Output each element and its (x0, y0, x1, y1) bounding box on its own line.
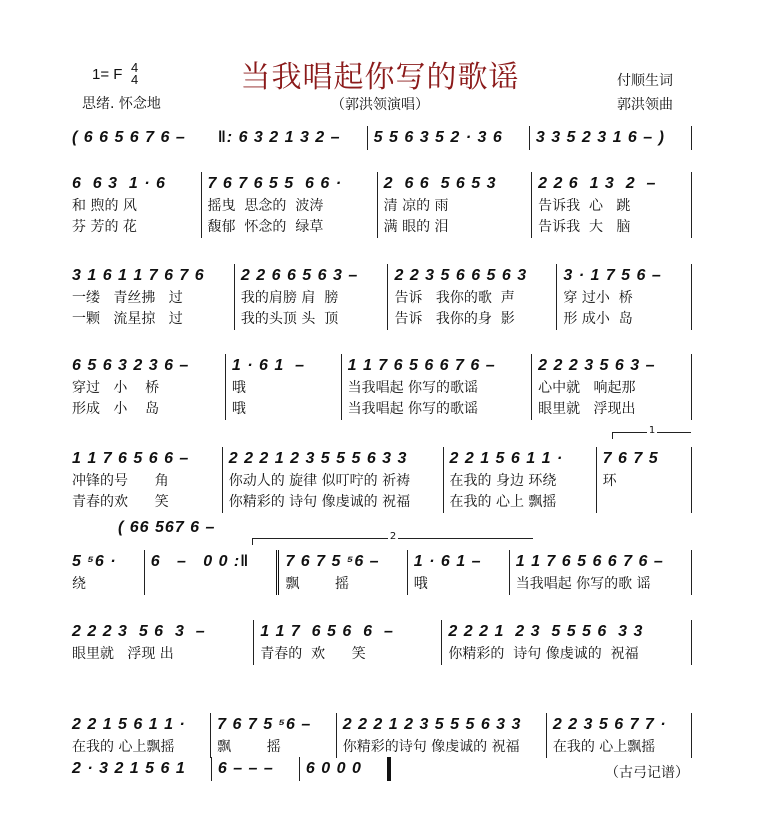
measure-notes: 2 2 2 3 5 6 3 – (538, 357, 656, 374)
lyric-line: 在我的 心上飘摇 (552, 739, 656, 755)
lyric-line: 和 煦的 风 (72, 198, 137, 214)
measure (145, 550, 280, 595)
measure (510, 550, 692, 595)
notation-credit: （古弓记谱） (605, 765, 689, 781)
measure (66, 172, 202, 238)
measure (597, 447, 692, 513)
measure (408, 550, 510, 595)
key-signature: 1= F (92, 66, 123, 83)
measure-notes: 2 2 2 1 2 3 5 5 5 6 3 3 (448, 623, 644, 640)
measure-notes: 1 1 7 6 5 6 6 7 6 – (515, 553, 664, 570)
lyric-line: 告诉 我你的歌 声 (394, 290, 515, 306)
time-bottom: 4 (131, 72, 139, 87)
lyric-line: 哦 (231, 401, 246, 417)
measure-notes: 6 – 0 0 :‖ (150, 553, 250, 570)
measure-notes: 7 6 7 5 ⁵6 – (285, 553, 380, 570)
singer-credit: （郭洪领演唱） (331, 97, 429, 113)
measure (300, 757, 391, 781)
measure (378, 172, 532, 238)
measure-notes: 2 2 2 1 2 3 5 5 5 6 3 3 (342, 716, 522, 733)
lyric-line: 穿 过小 桥 (563, 290, 633, 306)
lyric-line: 眼里就 浮现出 (538, 401, 636, 417)
lyric-line: 飘 摇 (285, 576, 350, 592)
measure-notes: 6 5 6 3 2 3 6 – (72, 357, 190, 374)
measure (532, 354, 692, 420)
measure-notes: 7 6 7 5 ⁵6 – (217, 716, 312, 733)
measure (212, 757, 300, 781)
measure-notes: 3 3 5 2 3 1 6 – ) (535, 129, 665, 146)
lyric-line: 飘 摇 (217, 739, 281, 755)
measure (66, 264, 235, 330)
lyric-line: 青春的 欢 笑 (260, 646, 366, 662)
measure-notes: 1 1 7 6 5 6 6 7 6 – (347, 357, 496, 374)
lyric-line: 哦 (231, 380, 246, 396)
measure (337, 713, 547, 758)
measure-notes: 1 · 6 1 – (231, 357, 306, 374)
lyric-line: 在我的 心上飘摇 (72, 739, 175, 755)
lyric-line: 心中就 响起那 (538, 380, 636, 396)
measure-notes: 2 2 3 5 6 7 7 · (552, 716, 667, 733)
lyric-line: 青春的欢 笑 (72, 494, 169, 510)
lyric-line: 冲锋的号 角 (72, 473, 169, 489)
measure-notes: 7 6 7 5 (602, 450, 659, 467)
lyric-line: 一缕 青丝拂 过 (72, 290, 183, 306)
measure-notes: 1 · 6 1 – (413, 553, 482, 570)
tempo-marking: 思绪. 怀念地 (82, 96, 161, 112)
measure (223, 447, 444, 513)
measure (235, 264, 389, 330)
lyric-line: 你精彩的 诗句 像虔诚的 祝福 (448, 646, 639, 662)
measure (66, 713, 211, 758)
lyric-line: 摇曳 思念的 波涛 (207, 198, 324, 214)
measure (66, 447, 223, 513)
measure-notes: ‖: 6 3 2 1 3 2 – (217, 129, 341, 146)
lyric-line (151, 574, 271, 595)
lyricist-credit: 付顺生词 (617, 73, 673, 89)
measure (211, 713, 337, 758)
score-system (66, 354, 692, 420)
score-system (66, 172, 692, 238)
measure-notes: 3 · 1 7 5 6 – (563, 267, 662, 284)
measure-notes: 2 · 3 2 1 5 6 1 (72, 760, 186, 777)
measure-notes: 2 2 2 1 2 3 5 5 5 6 3 3 (228, 450, 408, 467)
measure-notes: 6 – – – (217, 760, 274, 777)
measure (66, 126, 212, 150)
score-system (66, 757, 391, 781)
measure (547, 713, 692, 758)
lyric-line: 告诉 我你的身 影 (394, 311, 515, 327)
score-system (66, 550, 692, 595)
measure (254, 620, 442, 665)
score-system (66, 713, 692, 758)
score-system (66, 126, 692, 150)
lyric-line: 满 眼的 泪 (383, 219, 449, 235)
measure (66, 354, 226, 420)
measure (530, 126, 692, 150)
lyric-line: 一颗 流星掠 过 (72, 311, 183, 327)
measure-notes: 3 1 6 1 1 7 6 7 6 (72, 267, 205, 284)
lyric-line: 你动人的 旋律 似叮咛的 祈祷 (228, 473, 411, 489)
lyric-line: 当我唱起 你写的歌谣 (347, 380, 479, 396)
lyric-line: 眼里就 浮现 出 (72, 646, 174, 662)
time-top: 4 (131, 60, 139, 75)
measure (557, 264, 692, 330)
measure (66, 620, 254, 665)
lyric-line: 在我的 心上 飘摇 (449, 494, 557, 510)
measure (212, 126, 368, 150)
measure (226, 354, 342, 420)
measure (66, 550, 145, 595)
lyric-line: 我的头顶 头 顶 (240, 311, 339, 327)
lyric-line: 芬 芳的 花 (72, 219, 137, 235)
score-system (66, 264, 692, 330)
measure-notes: 2 6 6 5 6 5 3 (383, 175, 497, 192)
measure-notes: ( 6 6 5 6 7 6 – (72, 129, 186, 146)
measure-notes: 2 2 6 6 5 6 3 – (240, 267, 359, 284)
measure-notes: 5 5 6 3 5 2 · 3 6 (373, 129, 503, 146)
measure (342, 354, 533, 420)
measure-notes: 1 1 7 6 5 6 6 – (260, 623, 394, 640)
measure-notes: 5 ⁵6 · (72, 553, 117, 570)
time-signature (131, 62, 138, 86)
measure (368, 126, 530, 150)
song-title: 当我唱起你写的歌谣 (240, 60, 520, 95)
measure (279, 550, 407, 595)
lyric-line: 绕 (72, 576, 86, 592)
lyric-line: 你精彩的诗句 像虔诚的 祝福 (342, 739, 520, 755)
score-system (66, 447, 692, 513)
lyric-line: 形 成小 岛 (563, 311, 633, 327)
lyric-line: 形成 小 岛 (72, 401, 160, 417)
measure-notes: 2 2 3 5 6 6 5 6 3 (394, 267, 528, 284)
volta-second: 2 (252, 538, 533, 545)
measure (66, 757, 212, 781)
lyric-line: 告诉我 大 脑 (538, 219, 631, 235)
measure (202, 172, 378, 238)
lyric-line: 穿过 小 桥 (72, 380, 160, 396)
measure (388, 264, 557, 330)
lyric-line: 清 凉的 雨 (383, 198, 449, 214)
measure-notes: 2 2 1 5 6 1 1 · (72, 716, 186, 733)
lyric-line: 哦 (413, 576, 428, 592)
measure-notes: 1 1 7 6 5 6 6 – (72, 450, 190, 467)
measure-notes: 2 2 6 1 3 2 – (538, 175, 657, 192)
measure-notes: 2 2 1 5 6 1 1 · (449, 450, 564, 467)
measure-notes: 6 6 3 1 · 6 (72, 175, 166, 192)
lyric-line: 你精彩的 诗句 像虔诚的 祝福 (228, 494, 411, 510)
volta-first: 1 (612, 432, 691, 439)
measure (532, 172, 692, 238)
interlude-notation: ( 66 567 6 – (118, 519, 216, 536)
lyric-line: 当我唱起 你写的歌谣 (347, 401, 479, 417)
lyric-line (603, 492, 685, 513)
measure-notes: 2 2 2 3 5 6 3 – (72, 623, 206, 640)
measure (444, 447, 597, 513)
score-system (66, 620, 692, 665)
lyric-line: 告诉我 心 跳 (538, 198, 631, 214)
measure-notes: 6 0 0 0 (305, 760, 362, 777)
lyric-line: 馥郁 怀念的 绿草 (207, 219, 324, 235)
lyric-line: 环 (602, 473, 617, 489)
lyric-line: 我的肩膀 肩 膀 (240, 290, 339, 306)
lyric-line: 在我的 身边 环绕 (449, 473, 557, 489)
measure (442, 620, 692, 665)
composer-credit: 郭洪领曲 (617, 97, 673, 113)
measure-notes: 7 6 7 6 5 5 6 6 · (207, 175, 343, 192)
lyric-line: 当我唱起 你写的歌 谣 (515, 576, 651, 592)
